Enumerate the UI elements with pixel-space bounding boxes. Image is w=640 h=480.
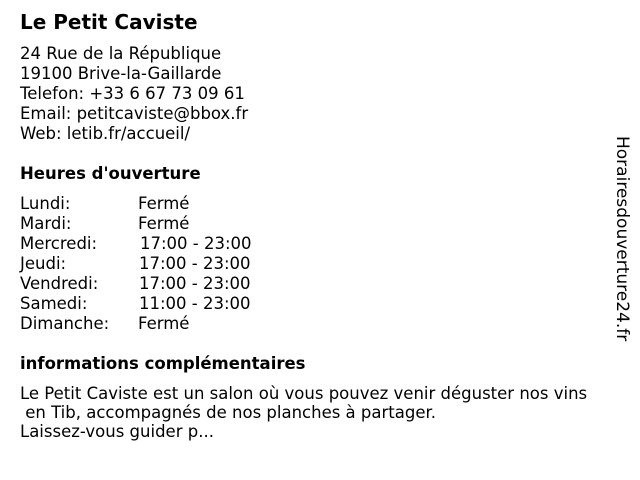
- hours-row: [20, 234, 320, 254]
- description: [20, 384, 588, 441]
- hours-day: Lundi:: [20, 194, 71, 213]
- hours-row: [20, 294, 320, 314]
- hours-row: [20, 314, 320, 334]
- info-heading: informations complémentaires: [20, 354, 306, 373]
- hours-row: [20, 214, 320, 234]
- phone-line: Telefon: +33 6 67 73 09 61: [20, 84, 245, 103]
- hours-heading: Heures d'ouverture: [20, 164, 201, 183]
- hours-value: Fermé: [138, 214, 190, 233]
- hours-day: Samedi:: [20, 294, 88, 313]
- hours-value: 17:00 - 23:00: [139, 274, 251, 293]
- hours-day: Mercredi:: [20, 234, 98, 253]
- hours-row: [20, 274, 320, 294]
- hours-value: Fermé: [138, 194, 190, 213]
- business-name: Le Petit Caviste: [20, 10, 198, 34]
- hours-day: Mardi:: [20, 214, 72, 233]
- email-line: Email: petitcaviste@bbox.fr: [20, 104, 249, 123]
- hours-day: Vendredi:: [20, 274, 99, 293]
- hours-value: 17:00 - 23:00: [140, 234, 252, 253]
- hours-value: 17:00 - 23:00: [139, 254, 251, 273]
- web-line: Web: letib.fr/accueil/: [20, 124, 191, 143]
- address-street: 24 Rue de la République: [20, 44, 222, 63]
- hours-day: Jeudi:: [20, 254, 67, 273]
- description-line: Laissez-vous guider p...: [20, 422, 214, 441]
- address-city: 19100 Brive-la-Gaillarde: [20, 64, 222, 83]
- description-line: en Tib, accompagnés de nos planches à partager.: [20, 403, 437, 422]
- hours-row: [20, 194, 320, 214]
- contact-block: [20, 44, 248, 144]
- site-watermark: Horairesdouverture24.fr: [612, 136, 632, 342]
- hours-value: 11:00 - 23:00: [139, 294, 251, 313]
- hours-row: [20, 254, 320, 274]
- hours-value: Fermé: [138, 314, 190, 333]
- description-line: Le Petit Caviste est un salon où vous pouvez venir déguster nos vins: [20, 384, 588, 403]
- hours-table: [20, 194, 320, 334]
- hours-day: Dimanche:: [20, 314, 110, 333]
